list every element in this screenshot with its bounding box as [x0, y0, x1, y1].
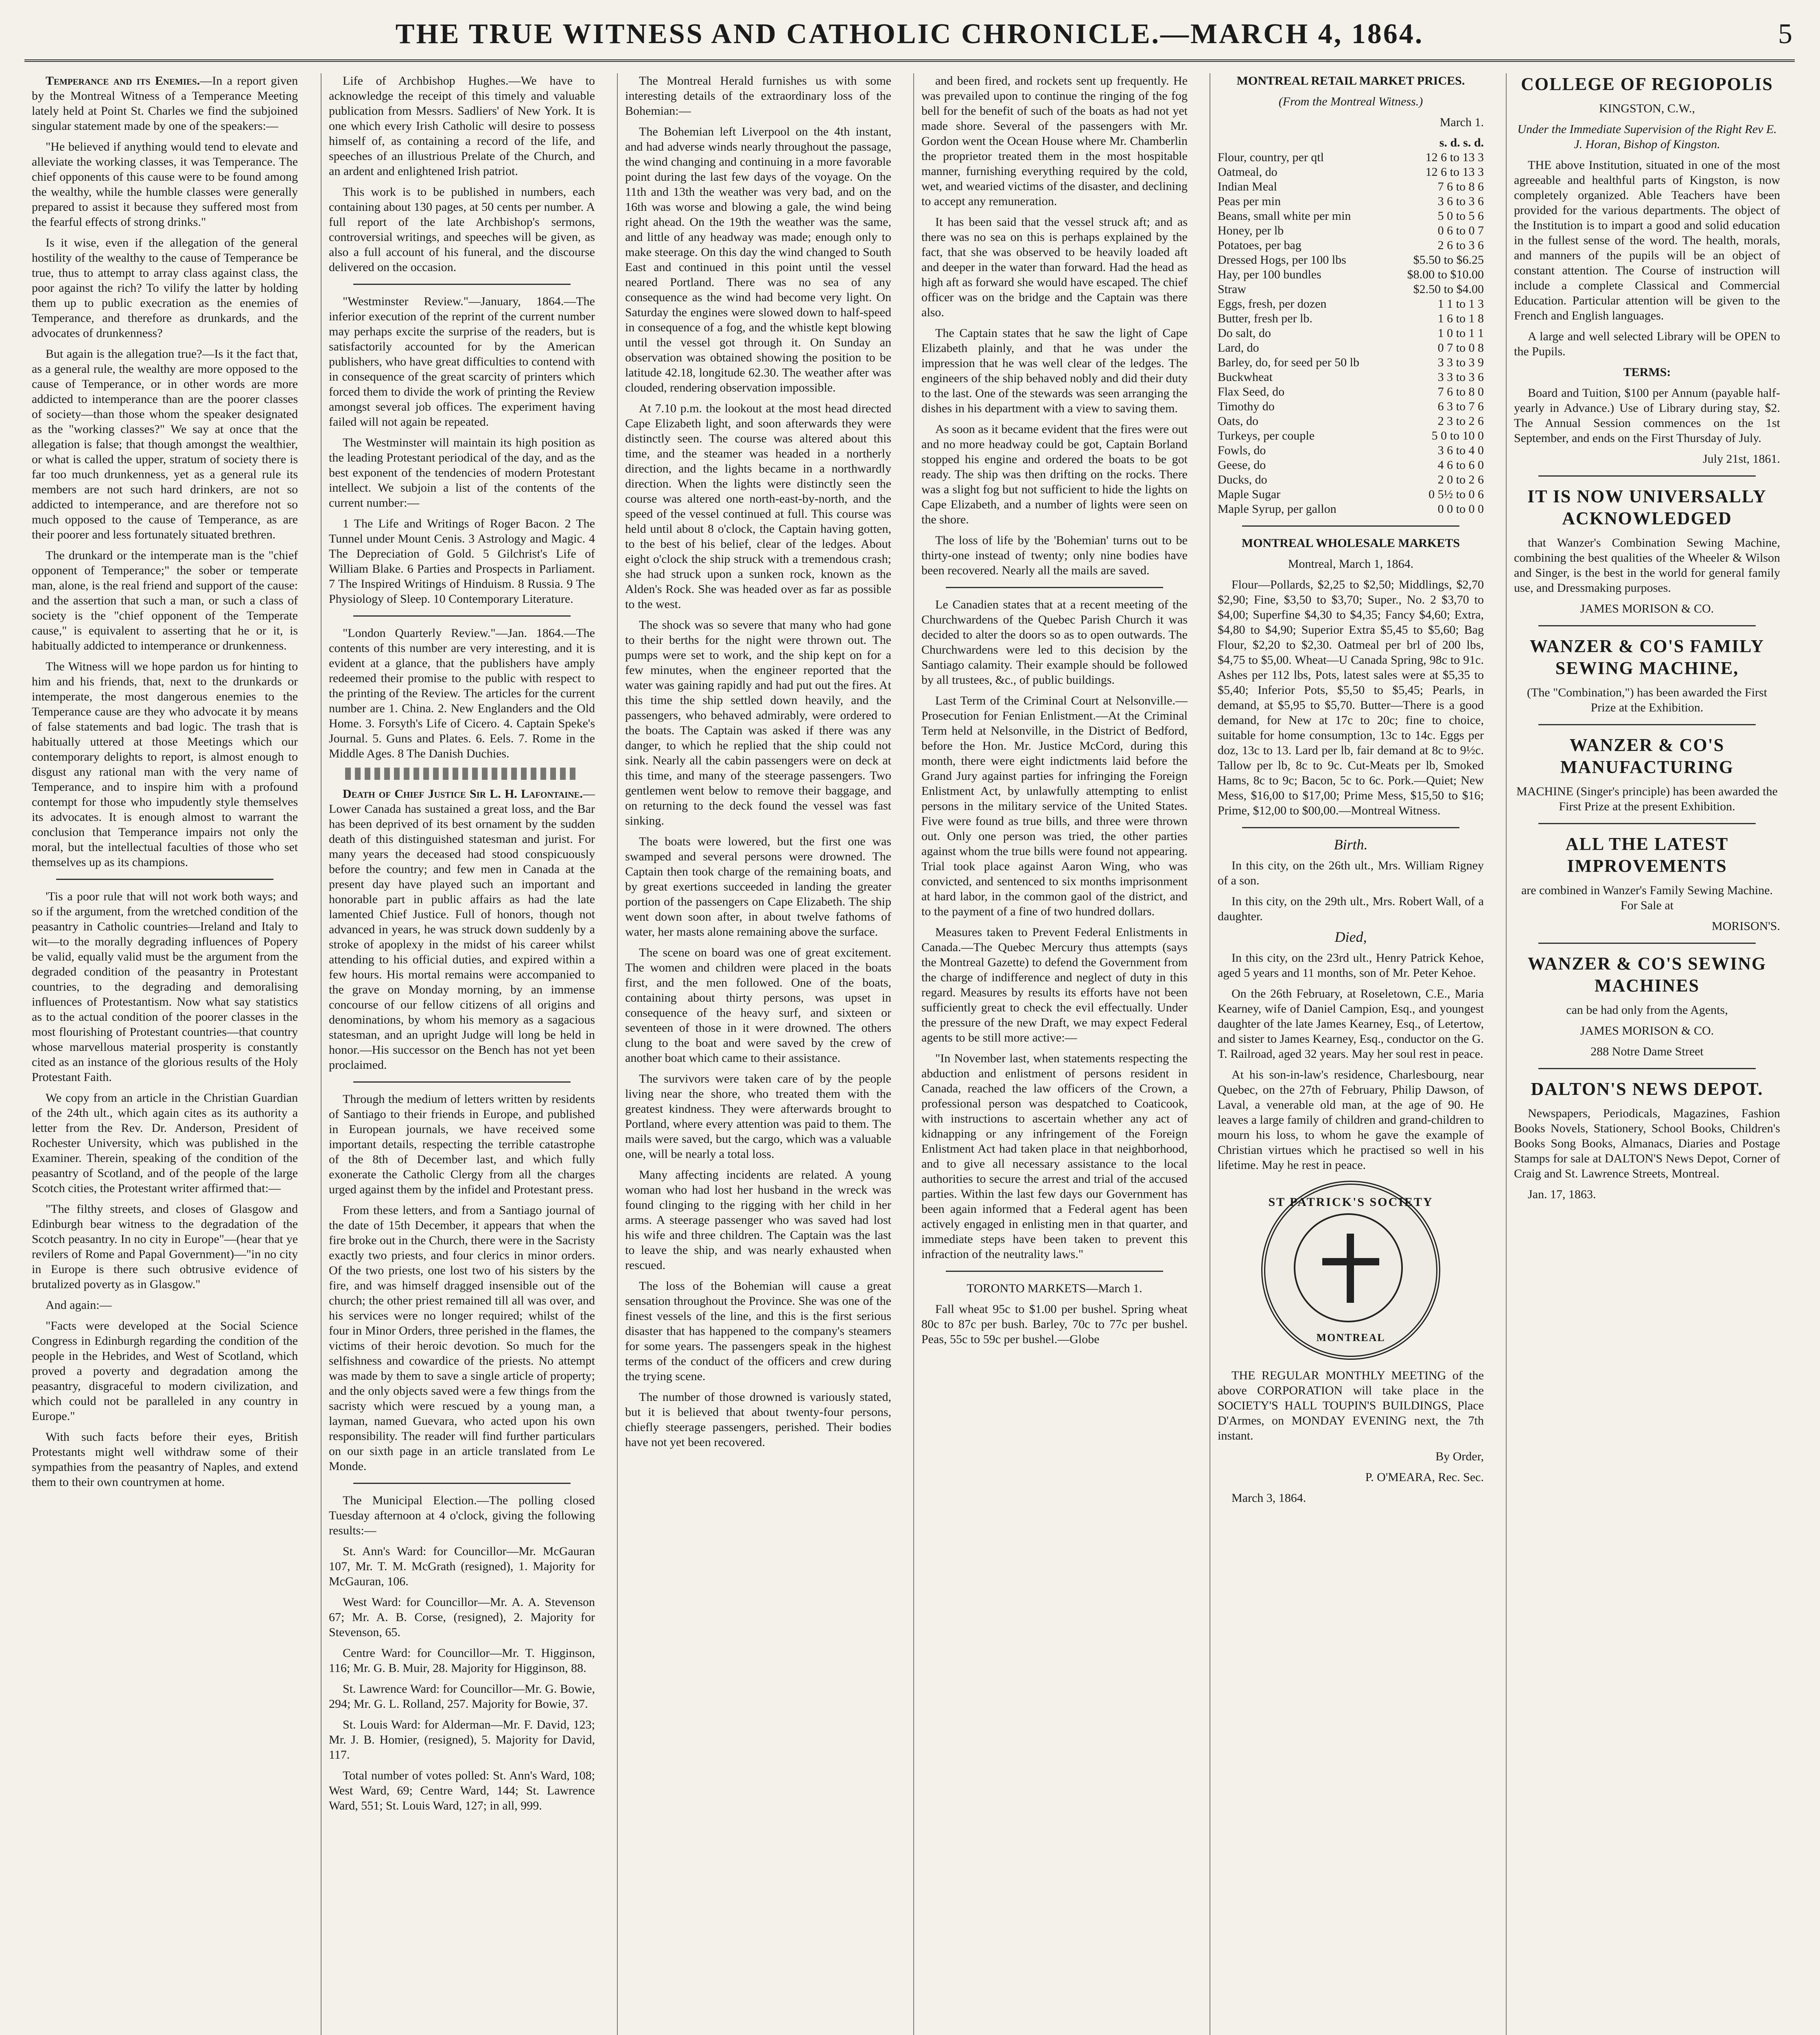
- paragraph: St. Lawrence Ward: for Councillor—Mr. G. Bowie, 294; Mr. G. L. Rolland, 257. Majority for Bowie, 37.: [329, 1682, 595, 1711]
- price-value: 2 0 to 2 6: [1437, 473, 1484, 486]
- table-row: [1218, 502, 1484, 516]
- retail-market-date: March 1.: [1439, 116, 1484, 129]
- price-item: Oatmeal, do: [1218, 165, 1278, 179]
- price-item: Straw: [1218, 282, 1246, 296]
- price-value: $5.50 to $6.25: [1413, 253, 1484, 267]
- article-santiago: Through the medium of letters written by residents of Santiago to their friends in Europe, and published in European journals, we have received some important details, respecting the terrible catastrophe of the 8th of December last, and which fully exonerate the Catholic Clergy from all the charges urged against them by the infidel and Protestant press.: [329, 1092, 595, 1196]
- ad-signature: JAMES MORISON & CO.: [1580, 602, 1714, 615]
- st-patricks-society-seal: [1261, 1181, 1440, 1360]
- price-item: Flax Seed, do: [1218, 385, 1285, 398]
- college-heading: COLLEGE OF REGIOPOLIS: [1521, 74, 1773, 94]
- paragraph: At 7.10 p.m. the lookout at the most head directed Cape Elizabeth light, and soon afterwards they were distinctly seen. The course was altered about this time, and the steamer was headed in a northerly direction, and the lights became in a northwardly direction. When the lights were distinctly seen the course was altered one north-east-by-north, and the speed of the vessel continued at full. This course was held until about 8 o'clock, the Captain having gotten, to the best of his belief, clear of the ledges. About eight o'clock the ship struck with a tremendous crash; she had struck upon a sunken rock, known as the Alden's Rock. She was headed over as far as possible to the west.: [625, 402, 891, 611]
- ad-text: that Wanzer's Combination Sewing Machine, combining the best qualities of the Wheeler & Wilson and Singer, is the best in the world for general family use, and Dressmaking purposes.: [1514, 536, 1780, 595]
- article-london-quarterly: "London Quarterly Review."—Jan. 1864.—The contents of this number are very interesting, and it is evident at a glance, that the publishers have amply redeemed their promise to the public with respect to the printing of the Review. The articles for the current number are 1. China. 2. New Englanders and the Old Home. 3. Forsyth's Life of Cicero. 4. Captain Speke's Journal. 5. Guns and Plates. 6. Eels. 7. Rome in the Middle Ages. 8 The Danish Duchies.: [329, 626, 595, 760]
- price-value: 1 1 to 1 3: [1437, 297, 1484, 311]
- paragraph: The loss of the Bohemian will cause a great sensation throughout the Province. She was one of the finest vessels of the line, and this is the first serious disaster that has happened to the company's steamers for some years. The passengers speak in the highest terms of the conduct of the officers and crew during the trying scene.: [625, 1279, 891, 1383]
- seal-text-top: ST PATRICK'S SOCIETY: [1268, 1195, 1433, 1209]
- paragraph: This work is to be published in numbers, each containing about 130 pages, at 50 cents per number. A full report of the late Archbishop's sermons, controversial writings, and speeches will be given, as also a full account of his funeral, and the discourse delivered on the occasion.: [329, 185, 595, 274]
- retail-market-source: (From the Montreal Witness.): [1278, 95, 1423, 108]
- paragraph: The drunkard or the intemperate man is the "chief opponent of Temperance;" the sober or temperate man, alone, is the real friend and support of the cause: and the assertion that such a man, or such a class of society is the "chief opponent of the Temperate cause," is equivalent to asserting that he or it, is habitually addicted to intemperance or drunkenness.: [32, 549, 298, 652]
- quote: "The filthy streets, and closes of Glasgow and Edinburgh bear witness to the degradation of the Scotch peasantry. In no city in Europe"—(hear that ye revilers of Rome and Papal Government)—"in no city in Europe is there such obtrusive evidence of brutalized poverty as in Glasgow.": [32, 1202, 298, 1291]
- divider: [1538, 724, 1756, 725]
- price-value: 3 3 to 3 6: [1437, 370, 1484, 384]
- college-library: A large and well selected Library will be OPEN to the Pupils.: [1514, 330, 1780, 358]
- price-item: Honey, per lb: [1218, 224, 1284, 237]
- table-row: [1218, 487, 1484, 502]
- price-item: Buckwheat: [1218, 370, 1273, 384]
- table-row: [1218, 165, 1484, 179]
- ad-text: are combined in Wanzer's Family Sewing Machine. For Sale at: [1521, 884, 1773, 912]
- death-notice: On the 26th February, at Roseletown, C.E., Maria Kearney, wife of Daniel Campion, Esq., and youngest daughter of the late James Kearney, Esq., of Letertow, and sister to James Kearney, Esq., conductor on the G. T. Railroad, aged 32 years. May her soul rest in peace.: [1218, 987, 1484, 1061]
- table-row: [1218, 150, 1484, 165]
- ad-heading: IT IS NOW UNIVERSALLY ACKNOWLEDGED: [1527, 486, 1767, 528]
- divider: [353, 1081, 571, 1083]
- birth-notice: In this city, on the 26th ult., Mrs. William Rigney of a son.: [1218, 859, 1484, 887]
- table-row: [1218, 458, 1484, 473]
- table-row: [1218, 385, 1484, 399]
- price-item: Maple Syrup, per gallon: [1218, 502, 1337, 516]
- paragraph: The number of those drowned is variously stated, but it is believed that about twenty-four persons, chiefly steerage passengers, perished. Their bodies have not yet been recovered.: [625, 1390, 891, 1449]
- divider: [1242, 525, 1459, 527]
- price-value: 7 6 to 8 6: [1437, 180, 1484, 193]
- price-item: Dressed Hogs, per 100 lbs: [1218, 253, 1346, 267]
- article-enlistments: Measures taken to Prevent Federal Enlistments in Canada.—The Quebec Mercury thus attempts (says the Montreal Gazette) to defend the Government from the charge of indifference and neglect of duty in this regard. Measures by results its efforts have not been sufficiently great to check the evil effectually. Under the pressure of the new Draft, we may expect Federal agents to be still more active:—: [921, 926, 1188, 1044]
- article-criminal-court: Last Term of the Criminal Court at Nelsonville.—Prosecution for Fenian Enlistment.—At the Criminal Term held at Nelsonville, in the District of Bedford, before the Hon. Mr. Justice McCord, during this month, there were eight indictments laid before the Grand Jury against parties for infringing the Foreign Enlistment Act, by unlawfully attempting to enlist persons in the military service of the United States. Five were found as true bills, and three were thrown out. Only one person was tried, the other parties against whom the true bills were found not appearing. Trial took place against Aaron Wing, who was convicted, and sentenced to six months imprisonment at hard labor, in the common gaol of the district, and to the payment of a fine of two hundred dollars.: [921, 694, 1188, 918]
- retail-market-heading: MONTREAL RETAIL MARKET PRICES.: [1236, 74, 1465, 88]
- terms-date: July 21st, 1861.: [1702, 452, 1780, 466]
- paragraph: With such facts before their eyes, British Protestants might well withdraw some of their sympathies from the peasantry of Naples, and extend them to their own countrymen at home.: [32, 1430, 298, 1489]
- table-row: [1218, 355, 1484, 370]
- seal-text-bottom: MONTREAL: [1316, 1332, 1385, 1344]
- article-westminster: "Westminster Review."—January, 1864.—The inferior execution of the reprint of the current number may perhaps excite the surprise of the readers, but is satisfactorily accounted for by the American publishers, who have great difficulties to contend with in consequence of the great scarcity of printers which forced them to divide the work of printing the Review amongst several job offices. The experiment having failed will not again be repeated.: [329, 295, 595, 429]
- paragraph: The scene on board was one of great excitement. The women and children were placed in the boats first, and the men followed. One of the boats, containing about thirty persons, was upset in consequence of the heavy surf, and sixteen or seventeen of those in it were drowned. The others clung to the boat and were saved by the crew of another boat which came to their assistance.: [625, 946, 891, 1065]
- ad-text: Newspapers, Periodicals, Magazines, Fashion Books Novels, Stationery, School Books, Children's Books Song Books, Almanacs, Diaries and Postage Stamps for sale at DALTON'S News Depot, Corner of Craig and St. Lawrence Streets, Montreal.: [1514, 1107, 1780, 1180]
- divider: [353, 284, 571, 285]
- column-2: [321, 73, 602, 2035]
- meeting-order: By Order,: [1435, 1450, 1484, 1463]
- price-item: Oats, do: [1218, 414, 1258, 428]
- table-row: [1218, 209, 1484, 223]
- price-value: 12 6 to 13 3: [1425, 165, 1484, 179]
- price-value: 0 6 to 0 7: [1437, 224, 1484, 237]
- columns: [24, 73, 1799, 2035]
- article-text: —Lower Canada has sustained a great loss, and the Bar has been deprived of its best ornament by the sudden death of this distinguished statesman and jurist. For many years the deceased had stood conspicuously before the country; and few men in Canada at the present day have played such an important and honorable part in public affairs as had the late lamented Chief Justice. Full of honors, though not advanced in years, he was struck down suddenly by a stroke of apoplexy in the midst of his career whilst attending to his official duties, and expired within a few hours. His mortal remains were accompanied to the grave on Monday morning, by an immense concourse of our fellow citizens of all origins and denominations, by whom his memory as a sagacious statesman, and an upright Judge will long be held in honor.—His successor on the Bench has not yet been proclaimed.: [329, 787, 595, 1072]
- retail-price-table: [1218, 136, 1484, 516]
- paragraph: It has been said that the vessel struck aft; and as there was no sea on this is perhaps explained by the fact, that she was observed to be heavily loaded aft and deeper in the water than forward. Had the head as high aft as forward she would have escaped. The chief officer was on the bridge and the Captain was there also.: [921, 215, 1188, 319]
- paragraph: 1 The Life and Writings of Roger Bacon. 2 The Tunnel under Mount Cenis. 3 Astrology and Magic. 4 The Depreciation of Gold. 5 Gilchrist's Life of William Blake. 6 Parties and Prospects in Parliament. 7 The Inspired Writings of Hinduism. 8 Russia. 9 The Physiology of Sleep. 10 Contemporary Literature.: [329, 517, 595, 606]
- paragraph: From these letters, and from a Santiago journal of the date of 15th December, it appears that when the fire broke out in the Church, there were in the Sacristy exactly two priests, and four clerics in minor orders. Of the two priests, one lost two of his sisters by the fire, and was himself dragged insensible out of the church; the other priest remained till all was over, and his services were no longer required; whilst of the four in Minor Orders, three perished in the flames, the victims of their heroic devotion. So much for the selfishness and cowardice of the priests. No attempt was made by them to save a single article of property; and the only objects saved were a few things from the sacristy which were rescued by a young man, a layman, named Guevara, who acted upon his own responsibility. The reader will find further particulars on our sixth page in an article translated from Le Monde.: [329, 1203, 595, 1473]
- price-item: Peas per min: [1218, 195, 1281, 208]
- wholesale-market-date: Montreal, March 1, 1864.: [1288, 557, 1414, 571]
- divider: [1538, 475, 1756, 477]
- paragraph: The Witness will we hope pardon us for hinting to him and his friends, that, next to the drunkards or intemperate, the most dangerous enemies to the Temperance cause are they who advocate it by means of false statements and bad logic. The trash that is habitually uttered at those Meetings which our contemporary delights to report, is almost enough to disgust any rational man with the very name of Temperance, and to inspire him with a profound contempt for those who impudently style themselves its advocates. It is enough almost to warrant the conclusion that Temperance impairs not only the moral, but the intellectual faculties of those who set themselves up as its champions.: [32, 660, 298, 869]
- paragraph: And again:—: [46, 1298, 112, 1312]
- table-row: [1218, 429, 1484, 443]
- seal-cross-icon: [1347, 1234, 1354, 1303]
- ad-heading: WANZER & CO'S SEWING MACHINES: [1527, 954, 1767, 996]
- price-value: 2 3 to 2 6: [1437, 414, 1484, 428]
- newspaper-title: THE TRUE WITNESS AND CATHOLIC CHRONICLE.—MARCH 4, 1864.: [395, 18, 1424, 50]
- death-notice: In this city, on the 23rd ult., Henry Patrick Kehoe, aged 5 years and 11 months, son of Mr. Peter Kehoe.: [1218, 951, 1484, 980]
- paragraph: Total number of votes polled: St. Ann's Ward, 108; West Ward, 69; Centre Ward, 144; St. Lawrence Ward, 551; St. Louis Ward, 127; in all, 999.: [329, 1769, 595, 1812]
- divider: [1538, 943, 1756, 944]
- price-item: Barley, do, for seed per 50 lb: [1218, 356, 1359, 369]
- article-hughes: Life of Archbishop Hughes.—We have to acknowledge the receipt of this timely and valuable publication from Messrs. Sadliers' of New York. It is one which every Irish Catholic will desire to possess himself of, as containing a record of the life, and speeches of an illustrious Prelate of the Church, and an ardent and enlightened Irish patriot.: [329, 74, 595, 178]
- divider: [56, 879, 273, 880]
- table-row: [1218, 370, 1484, 385]
- ad-signature: JAMES MORISON & CO.: [1580, 1024, 1714, 1037]
- birth-heading: Birth.: [1334, 836, 1368, 853]
- column-5: [1210, 73, 1491, 2035]
- price-item: Eggs, fresh, per dozen: [1218, 297, 1327, 311]
- price-item: Turkeys, per couple: [1218, 429, 1315, 442]
- wholesale-market-text: Flour—Pollards, $2,25 to $2,50; Middlings, $2,70 $2,90; Fine, $3,50 to $3,70; Super., No. 2 $3,70 to $4,00; Superfine $4,30 to $4,35; Fancy $4,60; Extra, $4,80 to $4,90; Superior Extra $5,45 to $5,60; Bag Flour, $2,20 to $2,30. Oatmeal per brl of 200 lbs, $4,75 to $5,00. Wheat—U Canada Spring, 98c to 91c. Ashes per 112 lbs, Pots, latest sales were at $5,35 to $5,40; Inferior Pots, $5,50 to $5,45; Pearls, in demand, at $5,95 to $5,70. Butter—There is a good demand, for New at 17c to 20c; fine to choice, suitable for home consumption, 13c to 14c. Eggs per doz, 13c to 13. Lard per lb, fair demand at 8c to 9½c. Tallow per lb, 8c to 9c. Cut-Meats per lb, Smoked Hams, 8c to 9c; Bacon, 5c to 6c. Pork.—Quiet; New Mess, $16,00 to $17,00; Prime Mess, $15,50 to $16; Prime, $12,00 to $00,00.—Montreal Witness.: [1218, 578, 1484, 817]
- divider: [1538, 823, 1756, 824]
- divider: [1538, 1068, 1756, 1069]
- article-lafontaine: [329, 786, 595, 1072]
- price-item: Maple Sugar: [1218, 488, 1281, 501]
- ad-text: can be had only from the Agents,: [1566, 1003, 1728, 1017]
- page-number: 5: [1778, 18, 1792, 50]
- price-item: Beans, small white per min: [1218, 209, 1351, 223]
- quote: "Facts were developed at the Social Science Congress in Edinburgh regarding the condition of the people in the Hebrides, and West of Scotland, which proved a poverty and degradation among the peasantry, disgraceful to modern civilization, and which could not be paralleled in any country in Europe.": [32, 1319, 298, 1423]
- table-row: [1218, 341, 1484, 355]
- article-heading: Temperance and its Enemies.: [46, 74, 200, 88]
- paragraph: But again is the allegation true?—Is it the fact that, as a general rule, the wealthy are more opposed to the cause of Temperance, or in other words are more addicted to intemperance than are the poorer classes of society—than those whom the speaker designated as the "working classes?" We say at once that the allegation is false; that though amongst the wealthier, or what is called the upper, stratum of society there is far too much drunkenness, yet as a general rule its members are not such hard drinkers, are not so addicted to intemperance, and are therefore not so much opposed to the cause of Temperance, as are their poorer and less fortunately situated brethren.: [32, 347, 298, 541]
- price-value: 5 0 to 5 6: [1437, 209, 1484, 223]
- college-subtitle: Under the Immediate Supervision of the Right Rev E. J. Horan, Bishop of Kingston.: [1517, 123, 1777, 151]
- table-row: [1218, 399, 1484, 414]
- quote: "He believed if anything would tend to elevate and alleviate the working classes, it was Temperance. The chief opponents of this cause were to be found among the wealthy, while the humble classes were generally prepared to assist it because they suffered most from the fearful effects of strong drinks.": [32, 140, 298, 229]
- price-item: Geese, do: [1218, 458, 1266, 472]
- article-heading: Death of Chief Justice Sir L. H. Lafontaine.: [343, 787, 583, 801]
- price-item: Timothy do: [1218, 400, 1275, 413]
- ad-signature: MORISON'S.: [1712, 919, 1780, 933]
- paragraph: and been fired, and rockets sent up frequently. He was prevailed upon to continue the ringing of the fog bell for the benefit of such of the boats as had not yet made shore. Several of the passengers with Mr. Gordon went the Ocean House where Mr. Chamberlin the proprietor treated them in the most hospitable manner, furnishing everything required by the cold, wet, and wearied victims of the disaster, and declining to accept any remuneration.: [921, 74, 1188, 208]
- paragraph: The shock was so severe that many who had gone to their berths for the night were thrown out. The pumps were set to work, and the ship kept on for a few minutes, when the engineer reported that the water was gaining rapidly and had put out the fires. At this time the ship settled down heavily, and the passengers, who behaved admirably, were ordered to the boats. The Captain was asked if there was any danger, to which he replied that the ship could not sink. Nearly all the cabin passengers were on deck at this time, and many of the steerage passengers. Two gentlemen went below to remove their baggage, and on returning to the deck found the vessel was fast sinking.: [625, 618, 891, 827]
- table-row: [1218, 267, 1484, 282]
- price-value: 0 7 to 0 8: [1437, 341, 1484, 354]
- article-le-canadien: Le Canadien states that at a recent meeting of the Churchwardens of the Quebec Parish Church it was decided to alter the doors so as to open outwards. The Churchwardens were led to this decision by the Santiago calamity. Their example should be followed by all trustees, &c., of public buildings.: [921, 598, 1188, 687]
- price-item: Hay, per 100 bundles: [1218, 268, 1321, 281]
- paragraph: The Captain states that he saw the light of Cape Elizabeth plainly, and that he was under the impression that he was well clear of the ledges. The engineers of the ship behaved nobly and did their duty to the last. One of the stewards was seen arranging the dishes in his department with a view to saving them.: [921, 326, 1188, 415]
- price-item: Indian Meal: [1218, 180, 1277, 193]
- price-item: Butter, fresh per lb.: [1218, 312, 1312, 325]
- paragraph: St. Louis Ward: for Alderman—Mr. F. David, 123; Mr. J. B. Homier, (resigned), 5. Majority for David, 117.: [329, 1718, 595, 1761]
- table-row: [1218, 282, 1484, 297]
- paragraph: West Ward: for Councillor—Mr. A. A. Stevenson 67; Mr. A. B. Corse, (resigned), 2. Majority for Stevenson, 65.: [329, 1595, 595, 1639]
- college-place: KINGSTON, C.W.,: [1599, 102, 1695, 115]
- paragraph: Many affecting incidents are related. A young woman who had lost her husband in the wreck was found clinging to the rigging with her child in her arms. A steerage passenger who was saved had lost his wife and three children. The Captain was the last to leave the ship, and was nearly exhausted when rescued.: [625, 1168, 891, 1272]
- article-election: The Municipal Election.—The polling closed Tuesday afternoon at 4 o'clock, giving the following results:—: [329, 1494, 595, 1537]
- price-item: Ducks, do: [1218, 473, 1267, 486]
- column-4: [913, 73, 1195, 2035]
- paragraph: Is it wise, even if the allegation of the general hostility of the wealthy to the cause of Temperance be true, thus to attempt to array class against class, the poor against the rich? To vilify the latter by holding them up to public execration as the enemies of Temperance, and therefore as drunkards, and the advocates of drunkenness?: [32, 236, 298, 340]
- table-row: [1218, 179, 1484, 194]
- meeting-date: March 3, 1864.: [1232, 1491, 1306, 1505]
- article-text: —In a report given by the Montreal Witness of a Temperance Meeting lately held at Point St. Charles we find the subjoined singular statement made by one of the speakers:—: [32, 74, 298, 133]
- ad-text: (The "Combination,") has been awarded the First Prize at the Exhibition.: [1527, 686, 1768, 714]
- table-row: [1218, 473, 1484, 487]
- units-header: s. d. s. d.: [1439, 136, 1484, 149]
- price-value: 1 0 to 1 1: [1437, 326, 1484, 340]
- price-value: 3 3 to 3 9: [1437, 356, 1484, 369]
- price-value: 3 6 to 4 0: [1437, 444, 1484, 457]
- toronto-markets-heading: TORONTO MARKETS—March 1.: [967, 1282, 1142, 1295]
- price-item: Do salt, do: [1218, 326, 1271, 340]
- price-value: $2.50 to $4.00: [1413, 282, 1484, 296]
- terms-text: Board and Tuition, $100 per Annum (payable half-yearly in Advance.) Use of Library during stay, $2. The Annual Session commences on the 1st September, and ends on the First Thursday of July.: [1514, 386, 1780, 445]
- paragraph: We copy from an article in the Christian Guardian of the 24th ult., which again cites as its authority a letter from the Rev. Dr. Anderson, President of Rochester University, which was published in the Examiner. Therein, speaking of the condition of the peasantry of Scotland, and of the people of the large Scotch cities, the Protestant writer affirmed that:—: [32, 1091, 298, 1195]
- table-row: [1218, 253, 1484, 267]
- price-value: 0 5½ to 0 6: [1428, 488, 1484, 501]
- quote: "In November last, when statements respecting the abduction and enlistment of persons resident in Canada, reached the law officers of the Crown, a professional person was despatched to Coaticook, with instructions to ascertain whether any act of kidnapping or any infringement of the Foreign Enlistment Act had taken place in that neighborhood, and to give all necessary assistance to the local authorities to secure the arrest and trial of the accused parties. Within the last few days our Government has been again informed that a Federal agent has been actively engaged in enlisting men in that quarter, and immediate steps have been taken to prevent this infraction of the neutrality laws.": [921, 1052, 1188, 1261]
- college-text: THE above Institution, situated in one of the most agreeable and healthful parts of Kingston, is now completely organized. Able Teachers have been provided for the various departments. The object of the Institution is to impart a good and solid education in the fullest sense of the word. The health, morals, and manners of the pupils will be an object of constant attention. The Course of instruction will include a complete Classical and Commercial Education. Particular attention will be given to the French and English languages.: [1514, 158, 1780, 322]
- terms-heading: TERMS:: [1623, 365, 1671, 379]
- article-temperance: [32, 73, 298, 133]
- price-value: 6 3 to 7 6: [1437, 400, 1484, 413]
- divider: [1538, 625, 1756, 626]
- birth-notice: In this city, on the 29th ult., Mrs. Robert Wall, of a daughter.: [1218, 895, 1484, 923]
- price-value: 2 6 to 3 6: [1437, 239, 1484, 252]
- price-value: 5 0 to 10 0: [1431, 429, 1484, 442]
- table-row: [1218, 414, 1484, 429]
- ad-text: MACHINE (Singer's principle) has been awarded the First Prize at the present Exhibition.: [1516, 785, 1778, 813]
- ornamental-divider: [345, 768, 579, 780]
- ad-date: Jan. 17, 1863.: [1528, 1188, 1596, 1201]
- ad-heading: WANZER & CO'S MANUFACTURING: [1560, 735, 1734, 777]
- paragraph: The survivors were taken care of by the people living near the shore, who treated them with the greatest kindness. They were afterwards brought to Portland, where every attention was paid to them. The mails were saved, but the cargo, which was a valuable one, will be nearly a total loss.: [625, 1072, 891, 1161]
- article-bohemian-intro: The Montreal Herald furnishes us with some interesting details of the extraordinary loss of the Bohemian:—: [625, 74, 891, 118]
- price-value: 4 6 to 6 0: [1437, 458, 1484, 472]
- wholesale-market-heading: MONTREAL WHOLESALE MARKETS: [1241, 536, 1460, 550]
- masthead: [24, 11, 1795, 62]
- ad-heading: DALTON'S NEWS DEPOT.: [1531, 1079, 1763, 1099]
- price-item: Fowls, do: [1218, 444, 1266, 457]
- paragraph: 'Tis a poor rule that will not work both ways; and so if the argument, from the wretched condition of the peasantry in Catholic countries—Ireland and Italy to wit—to the morally degrading influences of Popery be valid, equally valid must be the argument from the degraded condition of the peasantry in Protestant countries, to the degrading and demoralising influences of Protestantism. Now what say statistics as to the actual condition of the poorer classes in the most flourishing of Protestant countries—that country whose marvellous material prosperity is constantly cited as an instance of the glorious results of the Holy Protestant Faith.: [32, 890, 298, 1084]
- divider: [353, 1483, 571, 1484]
- paragraph: The Westminster will maintain its high position as the leading Protestant periodical of the day, and as the best exponent of the tendencies of modern Protestant intellect. We subjoin a list of the contents of the current number:—: [329, 436, 595, 510]
- seal-cross-bar: [1322, 1258, 1379, 1265]
- died-heading: Died,: [1334, 929, 1367, 945]
- table-row: [1218, 223, 1484, 238]
- price-item: Potatoes, per bag: [1218, 239, 1302, 252]
- meeting-signature: P. O'MEARA, Rec. Sec.: [1365, 1470, 1484, 1484]
- death-notice: At his son-in-law's residence, Charlesbourg, near Quebec, on the 27th of February, Philip Dawson, of Laval, a venerable old man, at the age of 90. He leaves a large family of children and grand-children to mourn his loss, to whom he gave the example of Christian virtues which he practised so well in his lifetime. May he rest in peace.: [1218, 1068, 1484, 1172]
- ad-heading: WANZER & CO'S FAMILY SEWING MACHINE,: [1529, 636, 1765, 678]
- ad-address: 288 Notre Dame Street: [1590, 1045, 1704, 1058]
- table-row: [1218, 443, 1484, 458]
- price-item: Lard, do: [1218, 341, 1259, 354]
- table-row: [1218, 297, 1484, 311]
- paragraph: The Bohemian left Liverpool on the 4th instant, and had adverse winds nearly throughout the passage, the wind changing and continuing in a more favorable point during the last few days of the voyage. On the 11th and 13th the weather was very bad, and on the 16th was worse and blowing a gale, the wind being right ahead. On the 19th the weather was the same, and little of any headway was made; enough only to make steerage. On this day the wind changed to South East and continued in this point until the vessel neared Portland. There was no sea of any consequence as the wind had become very light. On Saturday the engines were slowed down to half-speed in consequence of a fog, and the whistle kept blowing until the vessel got through it. On Sunday an observation was obtained showing the position to be latitude 42.18, longitude 62.30. The weather after was clouded, rendering observation impossible.: [625, 125, 891, 394]
- divider: [1242, 827, 1459, 828]
- price-value: 7 6 to 8 0: [1437, 385, 1484, 398]
- price-value: 0 0 to 0 0: [1437, 502, 1484, 516]
- toronto-markets: Fall wheat 95c to $1.00 per bushel. Spring wheat 80c to 87c per bush. Barley, 70c to 77c per bushel. Peas, 55c to 59c per bushel.—Globe: [921, 1302, 1188, 1346]
- meeting-notice: THE REGULAR MONTHLY MEETING of the above CORPORATION will take place in the SOCIETY'S HALL TOUPIN'S BUILDINGS, Place D'Armes, on MONDAY EVENING next, the 7th instant.: [1218, 1369, 1484, 1442]
- ad-heading: ALL THE LATEST IMPROVEMENTS: [1565, 834, 1729, 876]
- table-row: [1218, 238, 1484, 253]
- price-value: 1 6 to 1 8: [1437, 312, 1484, 325]
- table-row: [1218, 311, 1484, 326]
- paragraph: The boats were lowered, but the first one was swamped and several persons were drowned. The Captain then took charge of the remaining boats, and by great exertions succeeded in landing the greater portion of the passengers on Cape Elizabeth. The ship went down soon after, in about twelve fathoms of water, her masts alone remaining above the surface.: [625, 835, 891, 939]
- paragraph: The loss of life by the 'Bohemian' turns out to be thirty-one instead of twenty; only nine bodies have been recovered. Nearly all the mails are saved.: [921, 534, 1188, 577]
- table-header-row: [1218, 136, 1484, 150]
- column-3: [617, 73, 899, 2035]
- divider: [946, 1271, 1163, 1272]
- table-row: [1218, 194, 1484, 209]
- price-value: $8.00 to $10.00: [1407, 268, 1484, 281]
- paragraph: St. Ann's Ward: for Councillor—Mr. McGauran 107, Mr. T. M. McGrath (resigned), 1. Majority for McGauran, 106.: [329, 1545, 595, 1588]
- price-item: Flour, country, per qtl: [1218, 151, 1324, 164]
- column-1: [24, 73, 305, 2035]
- price-value: 12 6 to 13 3: [1425, 151, 1484, 164]
- table-row: [1218, 326, 1484, 341]
- price-value: 3 6 to 3 6: [1437, 195, 1484, 208]
- paragraph: As soon as it became evident that the fires were out and no more headway could be got, Captain Borland stopped his engine and ordered the boats to be got ready. The ship was then drifting on the rocks. There was a slight fog but not sufficient to hide the lights on Cape Elizabeth, and a number of lights were seen on the shore.: [921, 422, 1188, 526]
- divider: [353, 615, 571, 617]
- column-6: [1506, 73, 1787, 2035]
- divider: [946, 587, 1163, 588]
- paragraph: Centre Ward: for Councillor—Mr. T. Higginson, 116; Mr. G. B. Muir, 28. Majority for Higginson, 88.: [329, 1646, 595, 1675]
